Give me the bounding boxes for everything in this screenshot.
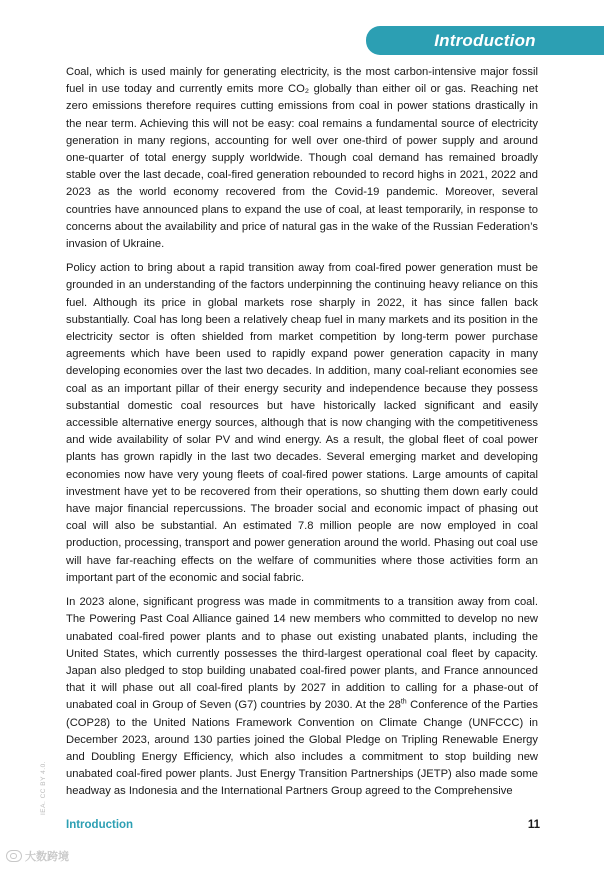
license-note: IEA. CC BY 4.0.	[40, 761, 47, 815]
ordinal-superscript: th	[400, 698, 407, 706]
paragraph-3-part-1: In 2023 alone, significant progress was made in commitments to a transition away from coal. The Powering Past Coal Alliance gained 14 new members who committed to develop no new unabated coal-fired power plants and to phase out existing unabated plants, including the United States, which currently possesses the third-largest operational coal fleet by capacity. Japan also pledged to stop building unabated coal-fired power plants, and France announced that it will phase out all coal-fired plants by 2027 in addition to calling for a phase-out of unabated coal in Group of Seven (G7) countries by 2030. At the 28	[66, 596, 538, 712]
page-number: 11	[527, 819, 540, 831]
watermark	[6, 848, 69, 864]
paragraph-3-part-2: Conference of the Parties (COP28) to the United Nations Framework Convention on Climate Change (UNFCCC) in December 2023, around 130 parties joined the Global Pledge on Tripling Renewable Energy and Doubling Energy Efficiency, which also includes a commitment to stop building new unabated coal-fired power plants. Just Energy Transition Partnerships (JETP) also made some headway as Indonesia and the International Partners Group agreed to the Comprehensive	[66, 699, 538, 798]
body-text	[66, 64, 538, 808]
section-header-tab	[366, 26, 604, 55]
footer-section-name: Introduction	[66, 819, 134, 831]
section-title: Introduction	[434, 30, 536, 50]
watermark-text: 大数跨境	[25, 851, 69, 863]
watermark-logo-icon	[6, 850, 22, 862]
paragraph-3	[66, 594, 538, 800]
paragraph-2: Policy action to bring about a rapid transition away from coal-fired power generation must be grounded in an understanding of the factors underpinning the continuing heavy reliance on this fuel. Although its price in global markets rose sharply in 2022, it has since fallen back substantially. Coal has long been a relatively cheap fuel in many markets and its position in the electricity sector is often shielded from market competition by long-term power purchase agreements which have been used to rapidly expand power generation capacity in many developing economies over the last two decades. In addition, many coal-reliant economies see coal as an important pillar of their energy security and independence because they possess substantial domestic coal resources but have historically lacked significant and easily accessible alternative energy sources, although that is now changing with the competitiveness and wide availability of solar PV and wind energy. As a result, the global fleet of coal power plants has grown rapidly in the last two decades. Several emerging market and developing economies now have very young fleets of coal-fired power stations. Large amounts of capital investment have yet to be recovered from their operations, so shutting them down early could have major financial repercussions. The broader social and economic impact of phasing out coal will also be substantial. An estimated 7.8 million people are now employed in coal production, processing, transport and power generation around the world. Phasing out coal use will have far-reaching effects on the welfare of communities where those activities form an important part of the economic and social fabric.	[66, 262, 538, 584]
paragraph-1: Coal, which is used mainly for generating electricity, is the most carbon-intensive major fossil fuel in use today and currently emits more CO₂ globally than either oil or gas. Reaching net zero emissions therefore requires cutting emissions from coal in power stations drastically in the near term. Achieving this will not be easy: coal remains a fundamental source of electricity generation in many regions, accounting for well over one-third of power supply and around one-quarter of total energy supply worldwide. Though coal demand has remained broadly stable over the last decade, coal-fired generation rebounded to record highs in 2021, 2022 and 2023 as the world economy recovered from the Covid-19 pandemic. Moreover, several countries have announced plans to expand the use of coal, at least temporarily, in response to concerns about the availability and price of natural gas in the wake of the Russian Federation’s invasion of Ukraine.	[66, 66, 538, 251]
